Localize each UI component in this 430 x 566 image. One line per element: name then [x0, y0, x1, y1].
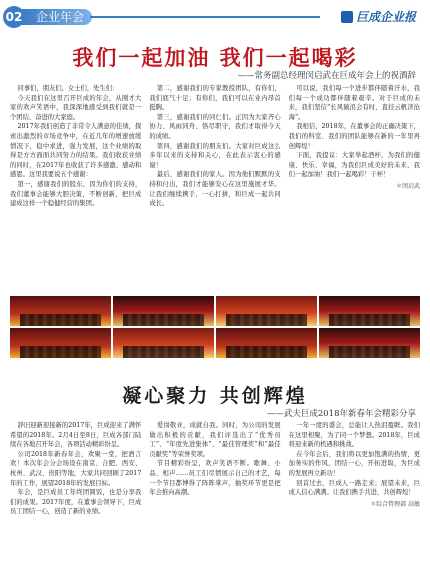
article2-title: 凝心聚力 共创辉煌	[122, 385, 308, 407]
photo-collage	[10, 296, 420, 358]
paragraph: 第四，感谢我们的朋友们。大家对巨成这么多年以来的支持和关心，在此表示衷心的感谢！	[149, 142, 281, 169]
paragraph: 第一，感谢我们的股东，因为你们的支持，我们董事会能够大胆决策，不断创新，把巨成建成这样一个稳健经营的集团。	[10, 180, 142, 208]
article1-body	[10, 84, 420, 294]
event-photo	[10, 328, 111, 358]
event-photo	[113, 328, 214, 358]
event-photo	[319, 328, 420, 358]
article2-col-3	[289, 421, 420, 563]
article1-signature: ＊闵启武	[395, 182, 420, 190]
paragraph: 最后，感谢我们的家人。因为他们默默的支持和付出，我们才能够安心在这里施展才华。让我们继续携手，一心打拼，和巨成一起共同成长。	[149, 171, 281, 208]
paragraph: 我相信，2018年，在董事会的正确决策下，我们的科室、我们的团队能够在新的一年里再创辉煌！	[288, 123, 420, 150]
article2-signature: ＊综合管理部 高敏	[370, 500, 420, 508]
article2-col-2	[149, 421, 280, 563]
brand-name: 巨成企业报	[355, 10, 416, 24]
page-header	[0, 0, 430, 34]
logo-icon	[341, 11, 353, 23]
brand-logo	[341, 8, 416, 25]
paragraph: 同事们，朋友们，女士们，先生们：	[17, 85, 119, 92]
paragraph: 公司2018年新春年会，欢聚一堂，把酒言欢！本次年会分会场设在南京、合肥、西安、杭州、武汉、贵阳等地，大家共同回顾了2017年的工作，展望2018年的发展目标。	[10, 450, 142, 487]
paragraph: 第三，感谢我们的同仁们。正因为大家齐心协力、风雨同舟、恪尽职守，我们才取得今天的成绩。	[149, 113, 281, 140]
page-number: 02	[3, 6, 25, 28]
event-photo	[10, 296, 111, 326]
paragraph: 爱岗敬业，成就自我。同时，为公司的发展做出积极的贡献，我们评选出了“优秀员工”、“年度先进集体”、“最佳管理奖”和“最佳贡献奖”等荣誉奖项。	[149, 422, 281, 458]
article2-body	[10, 421, 420, 563]
paragraph: 回首过去，巨成人一路走来；展望未来，巨成人信心满满。让我们携手共进，共创辉煌！	[288, 479, 420, 497]
section-label: 企业年会	[22, 9, 92, 25]
event-photo	[216, 328, 317, 358]
paragraph: 辞旧迎新迎接新的2017年，巨成迎来了满怀希望的2018年。2月4日至8日，巨成各部门陆续在各地召开年会，各项活动精彩纷呈。	[10, 422, 142, 449]
paragraph: 第二，感谢我们的专家教授团队，有你们，我们底气十足；有你们，我们可以在业内昂首挺胸。	[149, 85, 281, 112]
paragraph: 节目精彩纷呈，欢声笑语不断。歌舞、小品、相声……员工们尽情展示自己的才艺，每一个节目都博得了阵阵掌声。抽奖环节更是把年会推向高潮。	[149, 460, 281, 497]
article1-col-3	[289, 84, 420, 294]
paragraph: 可以说，我们每一个进步都伴随着汗水，我们每一个成功都伴随着艰辛。对于巨成的未来，我们坚信“长风破浪会有时，直挂云帆济沧海”。	[288, 85, 420, 121]
event-photo	[319, 296, 420, 326]
article2-subtitle: ——武夫巨成2018年新春年会精彩分享	[266, 409, 416, 419]
event-photo	[216, 296, 317, 326]
article1-col-1	[10, 84, 141, 294]
article2-col-1	[10, 421, 141, 563]
header-rule	[90, 16, 320, 18]
article1-col-2	[149, 84, 280, 294]
paragraph: 年会，是巨成员工年终团圆饭，也是分享我们的成果。2017年度，在董事会领导下，巨成员工团结一心，创造了新的业绩。	[10, 489, 142, 516]
article1-title: 我们一起加油 我们一起喝彩	[72, 45, 358, 70]
paragraph: 2017年我们创造了非常令人满意的佳绩，探索出激烈的市场竞争中，在近几年的增速放缓情况下，稳中求进，强力发展，这个业绩的取得是方方面面共同努力的结果。我们收获业绩的同时，在2017年也收获了许多感激、感动和感恩。这里我要说五个感谢：	[10, 123, 142, 179]
paragraph: 今天我们在这里召开巨成的年会，从刚才大家的欢声笑语中，我深深地感受到我们就是一个团结、奋进的大家庭。	[10, 94, 142, 121]
paragraph: 在今年会后，我们将以更加饱满的热情、更加务实的作风，团结一心，开拓进取，为巨成的发展再立新功！	[288, 450, 420, 477]
event-photo	[113, 296, 214, 326]
paragraph: 一年一度的盛会，总能让人热泪盈眶。我们在这里相聚，为了同一个梦想。2018年，巨成将迎来新的机遇和挑战。	[288, 422, 420, 449]
paragraph: 下面，我提议：大家举起酒杯，为我们的健康、快乐、幸福，为我们巨成美好的未来，我们一起加油！我们一起喝彩！干杯！	[288, 152, 420, 179]
article1-subtitle: ——常务副总经理闵启武在巨成年会上的祝酒辞	[237, 71, 416, 81]
